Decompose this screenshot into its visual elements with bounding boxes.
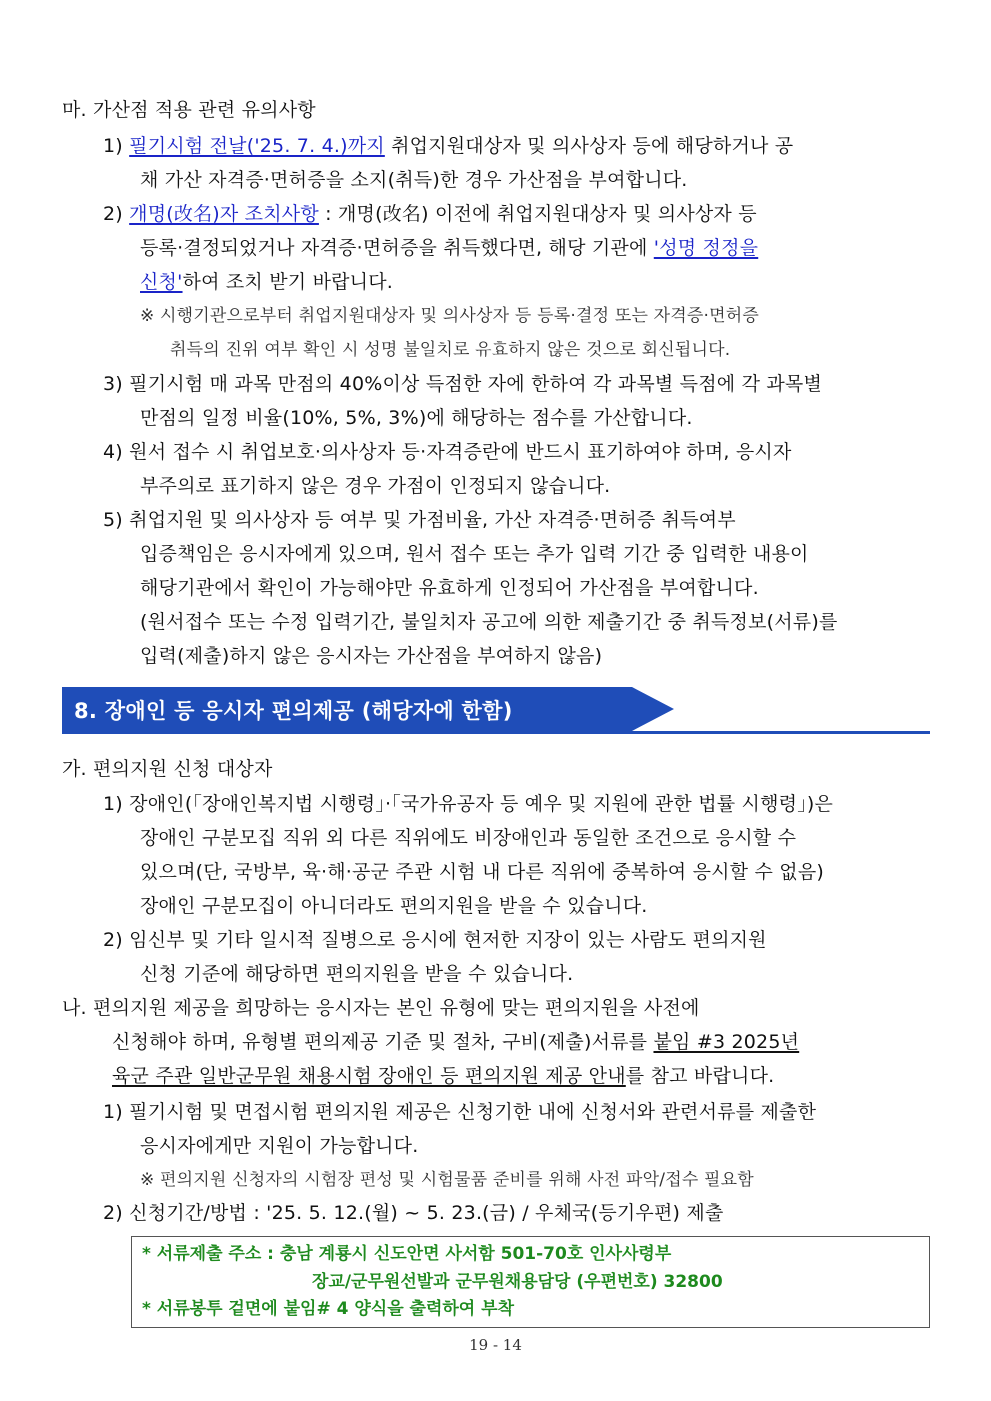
- ga-item1-line1: [103, 792, 833, 816]
- ga-item2-line2: 신청 기준에 해당하면 편의지원을 받을 수 있습니다.: [140, 963, 574, 985]
- na-label: 나.: [62, 997, 87, 1019]
- ga-item2-text-a: 임신부 및 기타 일시적 질병으로 응시에 현저한 지장이 있는 사람도 편의지원: [129, 929, 767, 951]
- ma-item5-line5: 입력(제출)하지 않은 응시자는 가산점을 부여하지 않음): [140, 645, 603, 667]
- page-number: 19 - 14: [469, 1336, 522, 1354]
- section-ma-heading: 마. 가산점 적용 관련 유의사항: [62, 99, 316, 121]
- section8-banner-rule: [62, 731, 930, 734]
- ma-item3-text-a: 필기시험 매 과목 만점의 40%이상 득점한 자에 한하여 각 과목별 득점에 각 과목별: [129, 373, 823, 395]
- ma-item3-num: 3): [103, 373, 123, 395]
- ma-item2-text-c: 하여 조치 받기 바랍니다.: [182, 271, 394, 293]
- ga-item1-num: 1): [103, 793, 123, 815]
- na-item1-line1: [103, 1100, 816, 1124]
- section8-banner: [62, 687, 930, 735]
- ma-item5-line3: 해당기관에서 확인이 가능해야만 유효하게 인정되어 가산점을 부여합니다.: [140, 577, 759, 599]
- ma-item4-num: 4): [103, 441, 123, 463]
- ga-item1-text-a: 장애인(「장애인복지법 시행령」·「국가유공자 등 예우 및 지원에 관한 법률 시행령」)은: [129, 793, 834, 815]
- ma-item2-text-a: : 개명(改名) 이전에 취업지원대상자 및 의사상자 등: [318, 203, 757, 225]
- ma-item1-text-a: 취업지원대상자 및 의사상자 등에 해당하거나 공: [384, 135, 794, 157]
- ma-item5-line4: (원서접수 또는 수정 입력기간, 불일치자 공고에 의한 제출기간 중 취득정보(서류)를: [140, 611, 838, 633]
- na-line3: [112, 1064, 774, 1088]
- na-item1-num: 1): [103, 1101, 123, 1123]
- na-item1-text-a: 필기시험 및 면접시험 편의지원 제공은 신청기한 내에 신청서와 관련서류를 제출한: [129, 1101, 817, 1123]
- ma-item4-line1: [103, 440, 792, 464]
- ma-item2-num: 2): [103, 203, 123, 225]
- ma-item5-text-a: 취업지원 및 의사상자 등 여부 및 가점비율, 가산 자격증·면허증 취득여부: [129, 509, 736, 531]
- na-line2: [112, 1030, 799, 1054]
- na-text-b1: 신청해야 하며, 유형별 편의제공 기준 및 절차, 구비(제출)서류를: [112, 1031, 654, 1053]
- na-item2-text: 신청기간/방법 : '25. 5. 12.(월) ~ 5. 23.(금) / 우체국(등기우편) 제출: [129, 1202, 724, 1224]
- na-text-a: 편의지원 제공을 희망하는 응시자는 본인 유형에 맞는 편의지원을 사전에: [93, 997, 700, 1019]
- ma-item2-text-b1: 등록·결정되었거나 자격증·면허증을 취득했다면, 해당 기관에: [140, 237, 654, 259]
- ma-item1-line1: [103, 134, 793, 158]
- ma-item2-link1: '성명 정정을: [653, 237, 759, 259]
- submission-address-line2: 장교/군무원선발과 군무원채용담당 (우편번호) 32800: [312, 1272, 723, 1292]
- ma-item2-note-line2: 취득의 진위 여부 확인 시 성명 불일치로 유효하지 않은 것으로 회신됩니다.: [170, 340, 731, 360]
- submission-info-box: [131, 1236, 930, 1328]
- ma-item5-line2: 입증책임은 응시자에게 있으며, 원서 접수 또는 추가 입력 기간 중 입력한 내용이: [140, 543, 809, 565]
- na-item1-note: ※ 편의지원 신청자의 시험장 편성 및 시험물품 준비를 위해 사전 파악/접수 필요함: [140, 1170, 754, 1190]
- na-text-c2: 를 참고 바랍니다.: [625, 1065, 775, 1087]
- section8-ga-heading: 가. 편의지원 신청 대상자: [62, 758, 273, 780]
- ma-item3-line1: [103, 372, 822, 396]
- ma-item4-text-a: 원서 접수 시 취업보호·의사상자 등·자격증란에 반드시 표기하여야 하며, 응시자: [129, 441, 792, 463]
- ga-item1-line3: 있으며(단, 국방부, 육·해·공군 주관 시험 내 다른 직위에 중복하여 응시할 수 없음): [140, 861, 824, 883]
- ma-item2-note-line1: ※ 시행기관으로부터 취업지원대상자 및 의사상자 등 등록·결정 또는 자격증·면허증: [140, 306, 760, 326]
- ma-item1-line2: 채 가산 자격증·면허증을 소지(취득)한 경우 가산점을 부여합니다.: [140, 169, 688, 191]
- ma-item1-num: 1): [103, 135, 123, 157]
- ga-item1-line4: 장애인 구분모집이 아니더라도 편의지원을 받을 수 있습니다.: [140, 895, 648, 917]
- section8-title: 8. 장애인 등 응시자 편의제공 (해당자에 한함): [74, 699, 513, 723]
- ma-item2-highlight: 개명(改名)자 조치사항: [129, 203, 319, 225]
- na-item2-line: [103, 1201, 724, 1225]
- ma-item2-line3: [140, 270, 393, 294]
- na-attachment-ref-1: 붙임 #3 2025년: [653, 1031, 800, 1053]
- na-attachment-ref-2: 육군 주관 일반군무원 채용시험 장애인 등 편의지원 제공 안내: [112, 1065, 626, 1087]
- na-item2-num: 2): [103, 1202, 123, 1224]
- ma-item2-line2: [140, 236, 758, 260]
- ga-item1-line2: 장애인 구분모집 직위 외 다른 직위에도 비장애인과 동일한 조건으로 응시할 수: [140, 827, 797, 849]
- ma-item1-highlight: 필기시험 전날('25. 7. 4.)까지: [129, 135, 385, 157]
- ma-item2-line1: [103, 202, 757, 226]
- ga-item2-line1: [103, 928, 767, 952]
- na-line1: [62, 996, 700, 1020]
- na-item1-line2: 응시자에게만 지원이 가능합니다.: [140, 1135, 419, 1157]
- ma-item5-num: 5): [103, 509, 123, 531]
- submission-address-line1: * 서류제출 주소 : 충남 계룡시 신도안면 사서함 501-70호 인사사령부: [142, 1244, 672, 1264]
- section8-banner-arrow: [632, 687, 674, 731]
- submission-envelope-note: * 서류봉투 겉면에 붙임# 4 양식을 출력하여 부착: [142, 1299, 514, 1319]
- ma-item5-line1: [103, 508, 736, 532]
- ma-item3-line2: 만점의 일정 비율(10%, 5%, 3%)에 해당하는 점수를 가산합니다.: [140, 407, 693, 429]
- ma-item2-link2: 신청': [140, 271, 183, 293]
- ga-item2-num: 2): [103, 929, 123, 951]
- ma-item4-line2: 부주의로 표기하지 않은 경우 가점이 인정되지 않습니다.: [140, 475, 611, 497]
